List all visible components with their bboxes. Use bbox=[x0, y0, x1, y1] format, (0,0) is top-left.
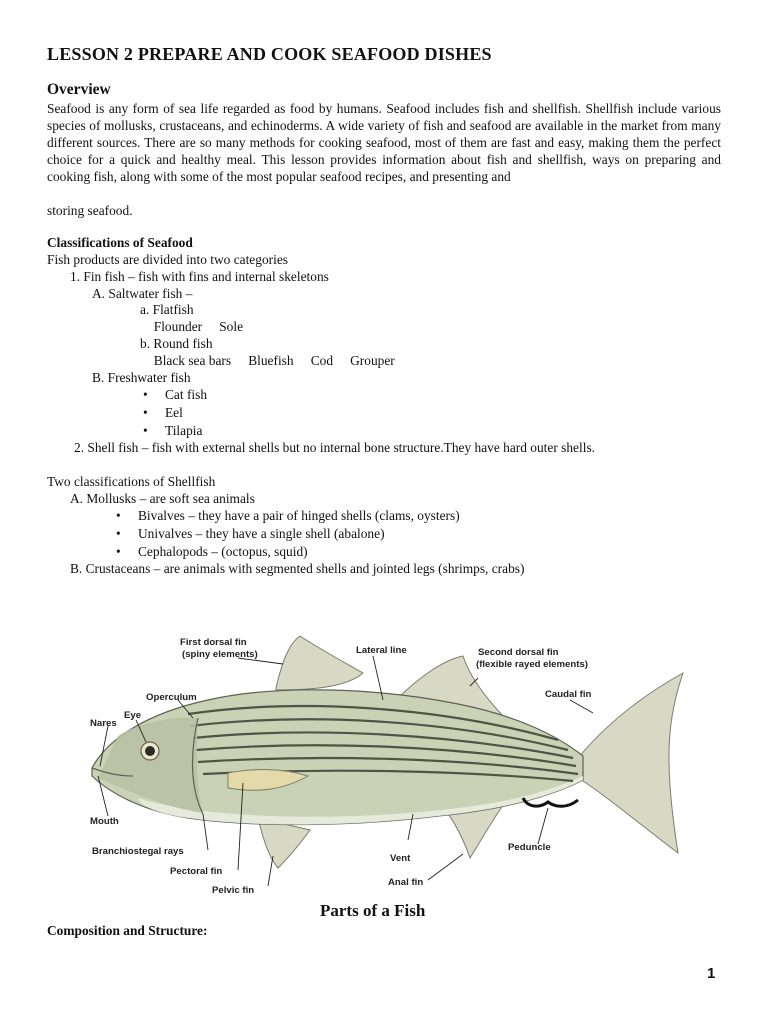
saltwater-fish-item: A. Saltwater fish – bbox=[92, 286, 193, 301]
fin-fish-item: 1. Fin fish – fish with fins and internal skeletons bbox=[70, 269, 329, 284]
shellfish-heading: Two classifications of Shellfish bbox=[47, 474, 216, 489]
label-lateral-line: Lateral line bbox=[356, 645, 407, 656]
label-first-dorsal-fin: First dorsal fin bbox=[180, 637, 247, 648]
mollusks-item: A. Mollusks – are soft sea animals bbox=[70, 491, 255, 506]
pelvic-fin bbox=[258, 818, 310, 868]
label-pelvic-fin: Pelvic fin bbox=[212, 885, 255, 896]
first-dorsal-fin bbox=[276, 636, 363, 690]
classifications-intro: Fish products are divided into two categories bbox=[47, 252, 288, 267]
label-branchiostegal-rays: Branchiostegal rays bbox=[92, 846, 184, 857]
flatfish-list: Flounder Sole bbox=[140, 319, 216, 334]
freshwater-fish-item: B. Freshwater fish bbox=[92, 370, 191, 385]
list-item: • Tilapia bbox=[165, 422, 202, 439]
list-item: • Eel bbox=[165, 404, 183, 421]
label-pectoral-fin: Pectoral fin bbox=[170, 866, 223, 877]
round-fish-item: b. Round fish bbox=[140, 336, 213, 351]
caudal-fin bbox=[578, 673, 683, 853]
page-number: 1 bbox=[707, 965, 716, 982]
label-peduncle: Peduncle bbox=[508, 842, 551, 853]
round-fish-list: Black sea bars Bluefish Cod Grouper bbox=[140, 353, 340, 368]
label-anal-fin: Anal fin bbox=[388, 877, 424, 888]
flatfish-item: a. Flatfish bbox=[140, 302, 194, 317]
label-caudal-fin: Caudal fin bbox=[545, 689, 592, 700]
overview-paragraph: Seafood is any form of sea life regarded as food by humans. Seafood includes fish and shellfish. Shellfish include various species of mollusks, crustaceans, and echinoderms. A wide variety of fish and seafood are available in the market from many different sources. There are so many methods for cooking seafood, most of them are fast and easy, making them the perfect choice for a quick and healthy meal. This lesson provides information about fish and shellfish, ways on preparing and cooking fish, along with some of the most popular seafood recipes, and presenting and bbox=[47, 101, 721, 184]
shell-fish-item: 2. Shell fish – fish with external shells but no internal bone structure.They have hard outer shells. bbox=[74, 440, 595, 455]
label-mouth: Mouth bbox=[90, 816, 119, 827]
list-item: • Bivalves – they have a pair of hinged shells (clams, oysters) bbox=[138, 507, 460, 524]
list-item: • Cat fish bbox=[165, 386, 207, 403]
label-vent: Vent bbox=[390, 853, 411, 864]
composition-heading: Composition and Structure: bbox=[47, 923, 208, 938]
figure-caption: Parts of a Fish bbox=[320, 901, 426, 920]
fish-diagram bbox=[78, 618, 698, 900]
label-second-dorsal-fin-detail: (flexible rayed elements) bbox=[476, 659, 588, 670]
list-item: • Univalves – they have a single shell (abalone) bbox=[138, 525, 385, 542]
classifications-heading: Classifications of Seafood bbox=[47, 235, 193, 250]
label-operculum: Operculum bbox=[146, 692, 197, 703]
list-item: • Cephalopods – (octopus, squid) bbox=[138, 543, 308, 560]
overview-heading: Overview bbox=[47, 81, 111, 98]
label-second-dorsal-fin: Second dorsal fin bbox=[478, 647, 559, 658]
label-nares: Nares bbox=[90, 718, 117, 729]
label-eye: Eye bbox=[124, 710, 142, 721]
crustaceans-item: B. Crustaceans – are animals with segmented shells and jointed legs (shrimps, crabs) bbox=[70, 561, 525, 576]
lesson-title: LESSON 2 PREPARE AND COOK SEAFOOD DISHES bbox=[47, 44, 492, 64]
overview-paragraph-end: storing seafood. bbox=[47, 203, 133, 218]
label-first-dorsal-fin-detail: (spiny elements) bbox=[182, 649, 258, 660]
